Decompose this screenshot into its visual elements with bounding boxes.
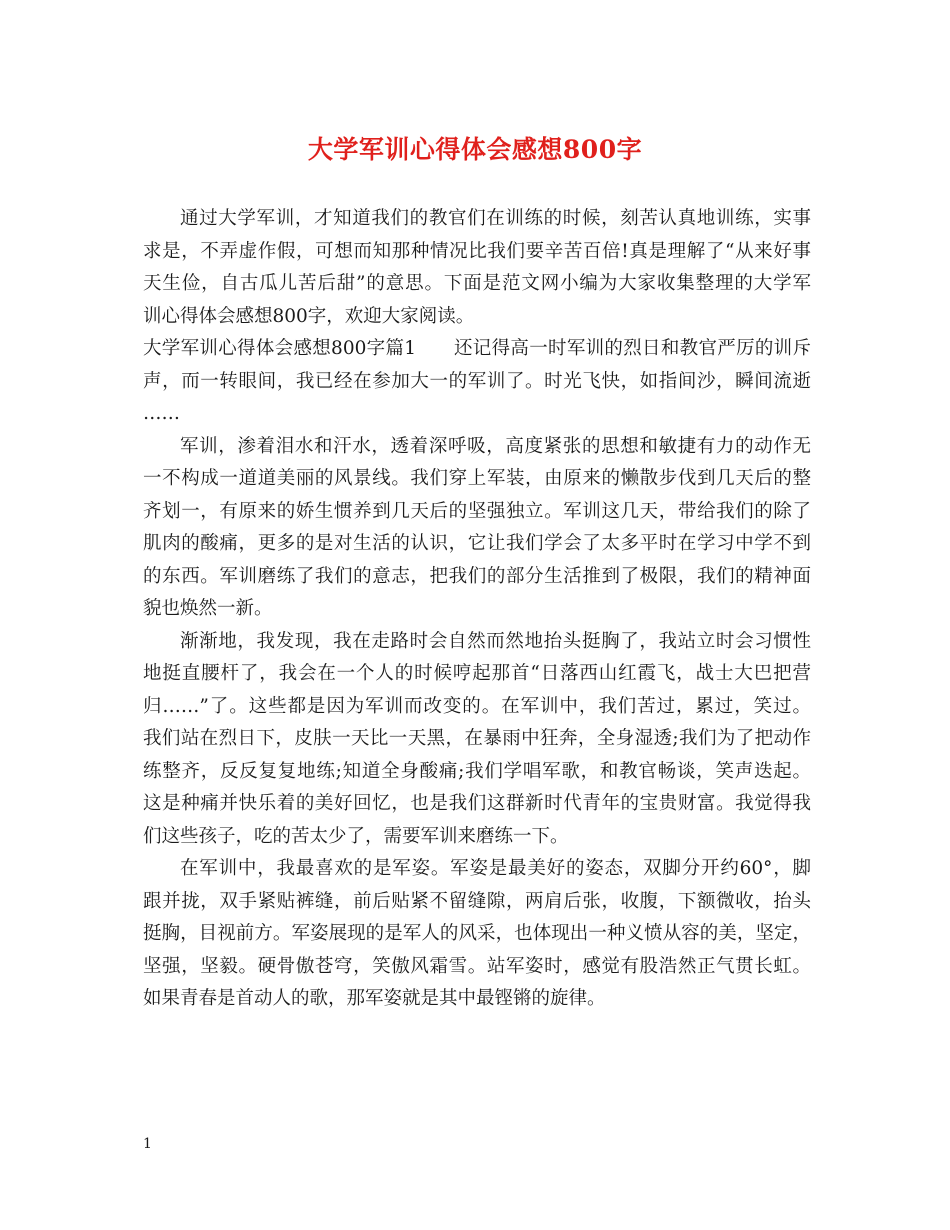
paragraph-3-line-2: 一不构成一道道美丽的风景线。我们穿上军装，由原来的懒散步伐到几天后的整: [143, 468, 811, 489]
paragraph-2-line-1: 大学军训心得体会感想800字篇1 还记得高一时军训的烈日和教官严厉的训斥: [143, 338, 811, 359]
paragraph-1-line-4: 训心得体会感想800字，欢迎大家阅读。: [143, 305, 475, 327]
paragraph-3-line-1: 军训，渗着泪水和汗水，透着深呼吸，高度紧张的思想和敏捷有力的动作无: [180, 435, 811, 457]
paragraph-1-line-1: 通过大学军训，才知道我们的教官们在训练的时候，刻苦认真地训练，实事: [180, 208, 811, 229]
paragraph-2-line-3: ……: [143, 403, 180, 424]
paragraph-3-line-3: 齐划一，有原来的娇生惯养到几天后的坚强独立。军训这几天，带给我们的除了: [143, 500, 811, 522]
paragraph-4-line-1: 渐渐地，我发现，我在走路时会自然而然地抬头挺胸了，我站立时会习惯性: [180, 630, 811, 652]
page-number: 1: [143, 1136, 152, 1152]
paragraph-5-line-5: 如果青春是首动人的歌，那军姿就是其中最铿锵的旋律。: [143, 988, 606, 1009]
paragraph-3-line-5: 的东西。军训磨练了我们的意志，把我们的部分生活推到了极限，我们的精神面: [143, 565, 811, 587]
paragraph-4-line-2: 地挺直腰杆了，我会在一个人的时候哼起那首“日落西山红霞飞，战士大巴把营: [143, 663, 811, 684]
paragraph-5-line-4: 坚强，坚毅。硬骨傲苍穹，笑傲风霜雪。站军姿时，感觉有股浩然正气贯长虹。: [143, 955, 811, 977]
paragraph-5-line-3: 挺胸，目视前方。军姿展现的是军人的风采，也体现出一种义愤从容的美，坚定，: [143, 923, 811, 944]
paragraph-4-line-5: 练整齐，反反复复地练;知道全身酸痛;我们学唱军歌，和教官畅谈，笑声迭起。: [143, 760, 811, 782]
document-body: [143, 203, 811, 1016]
paragraph-4-line-7: 们这些孩子，吃的苦太少了，需要军训来磨练一下。: [143, 825, 569, 847]
paragraph-4-line-3: 归……”了。这些都是因为军训而改变的。在军训中，我们苦过，累过，笑过。: [143, 695, 811, 717]
document-title: 大学军训心得体会感想800字: [307, 135, 643, 164]
paragraph-1-line-2: 求是，不弄虚作假，可想而知那种情况比我们要辛苦百倍!真是理解了“从来好事: [143, 240, 811, 262]
paragraph-3-line-4: 肌肉的酸痛，更多的是对生活的认识，它让我们学会了太多平时在学习中学不到: [143, 533, 811, 554]
paragraph-4-line-4: 我们站在烈日下，皮肤一天比一天黑，在暴雨中狂奔，全身湿透;我们为了把动作: [143, 728, 811, 749]
paragraph-3-line-6: 貌也焕然一新。: [143, 598, 273, 619]
paragraph-5-line-1: 在军训中，我最喜欢的是军姿。军姿是最美好的姿态，双脚分开约60°，脚: [180, 858, 811, 879]
paragraph-5-line-2: 跟并拢，双手紧贴裤缝，前后贴紧不留缝隙，两肩后张，收腹，下额微收，抬头: [143, 890, 811, 912]
paragraph-1-line-3: 天生俭，自古瓜儿苦后甜”的意思。下面是范文网小编为大家收集整理的大学军: [143, 273, 811, 294]
paragraph-4-line-6: 这是种痛并快乐着的美好回忆，也是我们这群新时代青年的宝贵财富。我觉得我: [143, 793, 811, 814]
paragraph-2-line-2: 声，而一转眼间，我已经在参加大一的军训了。时光飞快，如指间沙，瞬间流逝: [143, 370, 811, 392]
